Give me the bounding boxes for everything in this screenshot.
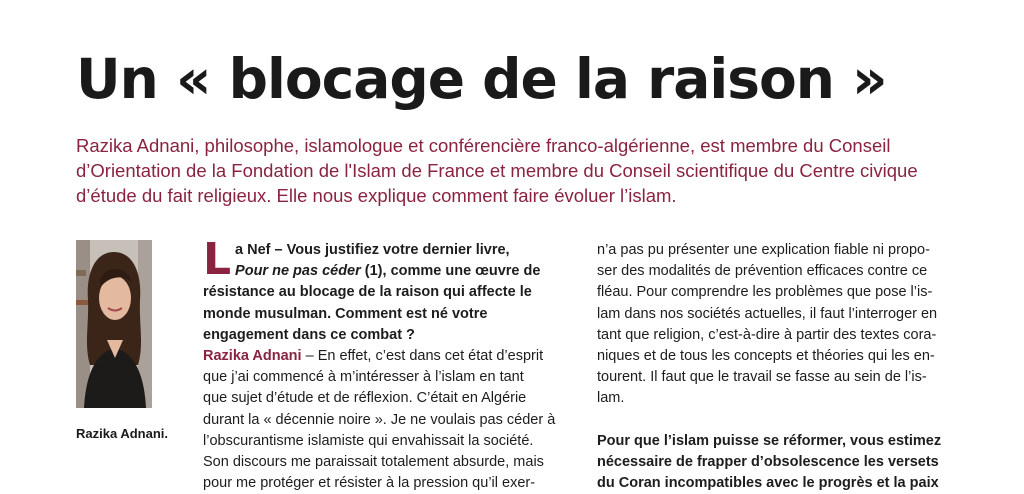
- question-line: monde musulman. Comment est né votre: [203, 305, 488, 322]
- article-intro: [76, 133, 976, 208]
- portrait-illustration: [76, 240, 152, 408]
- question-line: [203, 261, 543, 282]
- body-line: lam dans nos sociétés actuelles, il faut l’interroger en: [597, 305, 938, 322]
- article-title: Un « blocage de la raison »: [76, 47, 887, 111]
- answer-line: pour me protéger et résister à la pression qu’il exer-: [203, 475, 536, 492]
- answer-line: Son discours me paraissait totalement absurde, mais: [203, 454, 544, 471]
- column-1: [203, 234, 556, 494]
- body-line: ser des modalités de prévention efficaces contre ce: [597, 263, 928, 280]
- intro-line: Razika Adnani, philosophe, islamologue et conférencière franco-algérienne, est membre du Conseil: [76, 135, 891, 156]
- question-line: du Coran incompatibles avec le progrès et la paix: [597, 475, 939, 492]
- body-line: tant que religion, c’est-à-dire à partir des textes cora-: [597, 326, 937, 343]
- speaker-name: Razika Adnani: [203, 348, 302, 365]
- question-line: Pour que l’islam puisse se réformer, vous estimez: [597, 432, 942, 449]
- column-2: [597, 240, 947, 494]
- answer-line: que sujet d’étude et de réflexion. C’était en Algérie: [203, 390, 527, 407]
- question-line: résistance au blocage de la raison qui affecte le: [203, 284, 532, 301]
- paragraph-gap: [597, 410, 947, 431]
- body-line: tourent. Il faut que le travail se fasse au sein de l’is-: [597, 369, 927, 386]
- book-title: Pour ne pas céder: [235, 263, 361, 280]
- intro-line: d’Orientation de la Fondation de l'Islam de France et membre du Conseil scientifique du Centre civique: [76, 160, 918, 181]
- answer-line: durant la « décennie noire ». Je ne voulais pas céder à: [203, 411, 556, 428]
- body-line: fléau. Pour comprendre les problèmes que pose l’is-: [597, 284, 933, 301]
- body-line: niques et de tous les concepts et théories qui les en-: [597, 348, 935, 365]
- question-line-rest: (1), comme une œuvre de: [360, 263, 541, 280]
- portrait-photo: [76, 240, 152, 408]
- question-line: nécessaire de frapper d’obsolescence les versets: [597, 453, 939, 470]
- body-line: n’a pas pu présenter une explication fiable ni propo-: [597, 242, 930, 258]
- photo-caption: Razika Adnani.: [76, 426, 168, 441]
- intro-line: d’étude du fait religieux. Elle nous explique comment faire évoluer l’islam.: [76, 185, 677, 206]
- answer-line: [203, 346, 543, 367]
- answer-line-rest: – En effet, c’est dans cet état d’esprit: [301, 348, 544, 365]
- question-line: a Nef – Vous justifiez votre dernier livre,: [235, 242, 510, 258]
- answer-line: l’obscurantisme islamiste qui envahissait la société.: [203, 432, 534, 449]
- answer-line: que j’ai commencé à m’intéresser à l’islam en tant: [203, 369, 524, 386]
- question-line: engagement dans ce combat ?: [203, 326, 415, 343]
- dropcap: L: [203, 234, 232, 285]
- body-line: lam.: [597, 390, 625, 407]
